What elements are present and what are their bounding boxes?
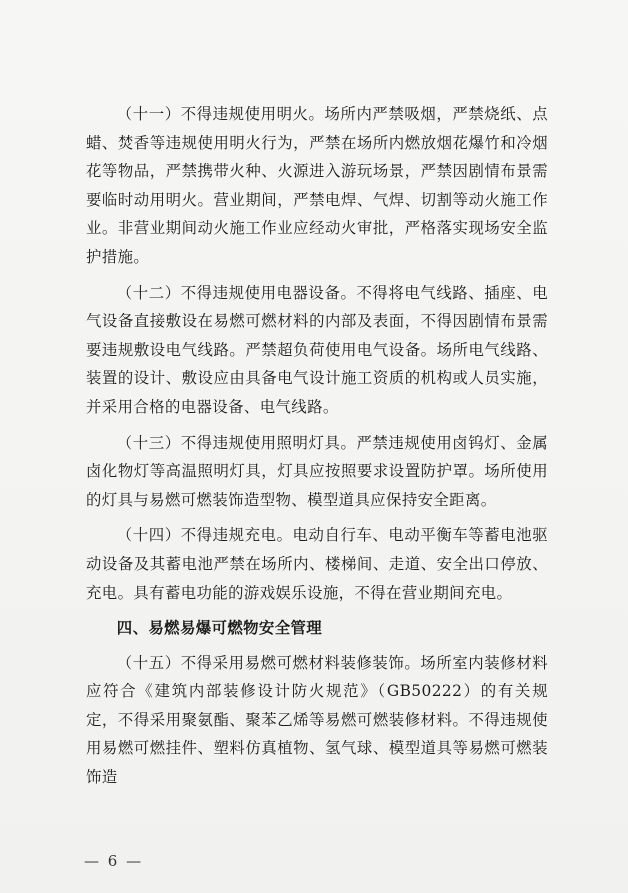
paragraph-text: 场所内严禁吸烟，严禁烧纸、点蜡、焚香等违规使用明火行为，严禁在场所内燃放烟花爆竹和冷烟花等物品，严禁携带火种、火源进入游玩场景，严禁因剧情布景需要临时动用明火。营业期间，严禁电焊、气焊、切割等动火施工作业。非营业期间动火施工作业应经动火审批，严格落实现场安全监护措施。 (86, 105, 548, 266)
paragraph-13 (86, 429, 548, 515)
page-number: — 6 — (84, 852, 144, 870)
paragraph-heading: （十一）不得违规使用明火。 (116, 105, 325, 123)
section-title: 四、易燃易爆可燃物安全管理 (116, 619, 323, 638)
paragraph-15 (86, 649, 548, 792)
paragraph-heading: （十四）不得违规充电。 (116, 526, 293, 545)
paragraph-heading: （十三）不得违规使用照明灯具。 (116, 433, 357, 452)
paragraph-text: 场所室内装修材料应符合《建筑内部装修设计防火规范》（GB50222）的有关规定，不得采用聚氨酯、聚苯乙烯等易燃可燃装修材料。不得违规使用易燃可燃挂件、塑料仿真植物、氢气球、模型道具等易燃可燃装饰造 (86, 653, 548, 787)
paragraph-12 (86, 279, 548, 422)
paragraph-text: 不得将电气线路、插座、电气设备直接敷设在易燃可燃材料的内部及表面，不得因剧情布景需要违规敷设电气线路。严禁超负荷使用电气设备。场所电气线路、装置的设计、敷设应由具备电气设计施工资质的机构或人员实施，并采用合格的电器设备、电气线路。 (86, 283, 548, 416)
paragraph-text: 严禁违规使用卤钨灯、金属卤化物灯等高温照明灯具，灯具应按照要求设置防护罩。场所使用的灯具与易燃可燃装饰造型物、模型道具应保持安全距离。 (86, 433, 548, 509)
paragraph-text: 电动自行车、电动平衡车等蓄电池驱动设备及其蓄电池严禁在场所内、楼梯间、走道、安全出口停放、充电。具有蓄电功能的游戏娱乐设施，不得在营业期间充电。 (86, 526, 548, 602)
paragraph-heading: （十五）不得采用易燃可燃材料装修装饰。 (116, 653, 421, 672)
paragraph-14 (86, 521, 548, 607)
document-body (86, 100, 548, 799)
paragraph-11 (86, 100, 548, 272)
paragraph-heading: （十二）不得违规使用电器设备。 (116, 283, 357, 302)
